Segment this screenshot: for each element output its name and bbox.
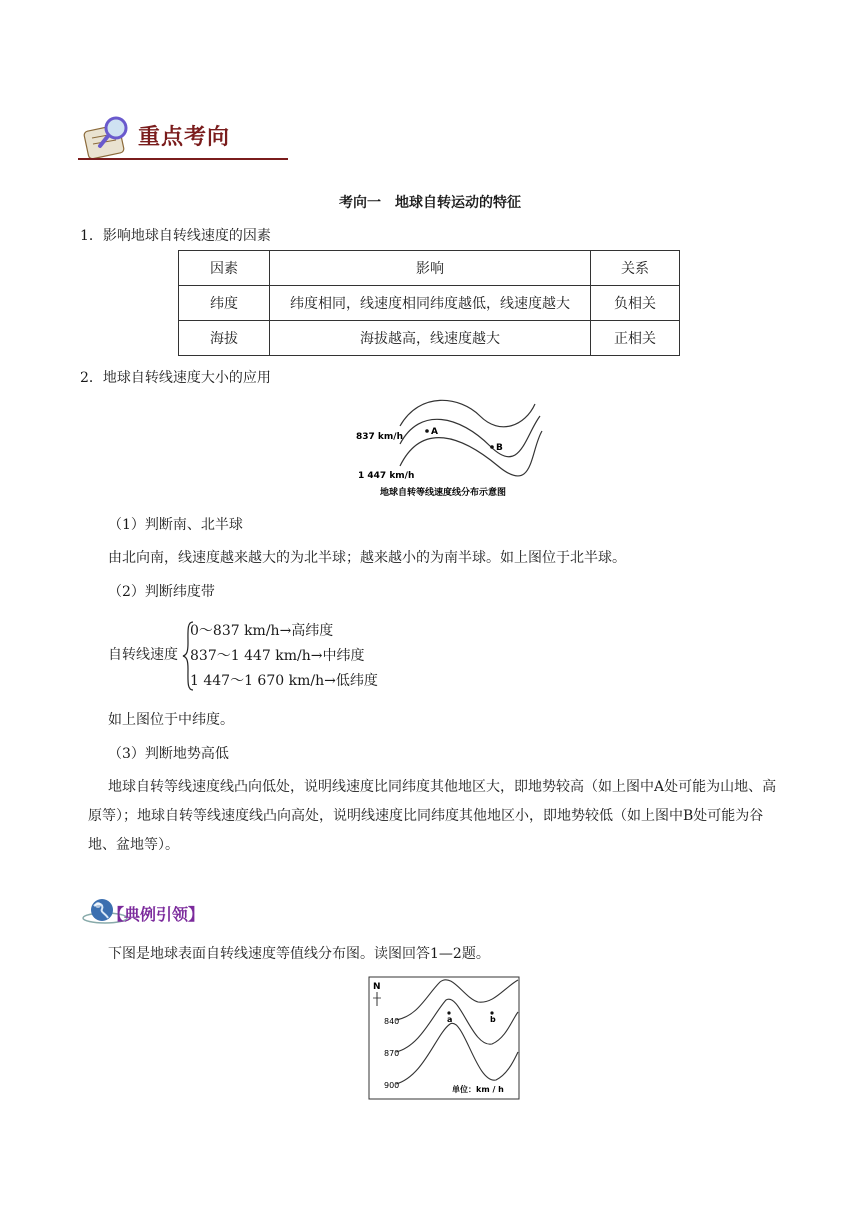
table-header-cell: 影响 <box>270 251 591 286</box>
part2-conclusion: 如上图位于中纬度。 <box>108 712 234 728</box>
example-intro: 下图是地球表面自转线速度等值线分布图。读图回答1—2题。 <box>108 946 490 962</box>
figure2-contour-map <box>368 976 520 1100</box>
header-underline <box>78 158 288 160</box>
part2-title: （2）判断纬度带 <box>108 584 215 600</box>
table-header-cell: 关系 <box>591 251 680 286</box>
table-cell: 纬度相同，线速度相同纬度越低，线速度越大 <box>270 286 591 321</box>
table-header-cell: 因素 <box>179 251 270 286</box>
table-row <box>179 321 680 356</box>
latitude-line-high: 0～837 km/h→高纬度 <box>190 623 334 639</box>
part1-title: （1）判断南、北半球 <box>108 517 243 533</box>
item1-heading: 1．影响地球自转线速度的因素 <box>80 228 271 244</box>
table-cell: 海拔 <box>179 321 270 356</box>
part3-text: 地球自转等线速度线凸向低处，说明线速度比同纬度其他地区大，即地势较高（如上图中A处可能为山地、高原等）；地球自转等线速度线凸向高处，说明线速度比同纬度其他地区小，即地势较低（如上图中B处可能为谷地、盆地等）。 <box>88 779 777 853</box>
table-cell: 纬度 <box>179 286 270 321</box>
figure2-point-b: b <box>490 1015 496 1024</box>
latitude-line-mid: 837～1 447 km/h→中纬度 <box>190 648 365 664</box>
table-cell: 负相关 <box>591 286 680 321</box>
contour-label-900: 900 <box>384 1081 400 1090</box>
magnifier-icon <box>83 118 126 159</box>
figure1-label-top: 837 km/h <box>356 432 403 442</box>
figure1-point-b: B <box>496 443 503 453</box>
figure1-caption: 地球自转等线速度线分布示意图 <box>380 488 507 498</box>
figure2-point-a: a <box>447 1015 453 1024</box>
figure1-diagram <box>350 396 550 500</box>
latitude-line-low: 1 447～1 670 km/h→低纬度 <box>190 673 378 689</box>
item2-heading: 2．地球自转线速度大小的应用 <box>80 370 271 386</box>
part3-title: （3）判断地势高低 <box>108 746 229 762</box>
example-title: 【典例引领】 <box>108 905 205 924</box>
header-title: 重点考向 <box>138 125 231 150</box>
brace-label: 自转线速度 <box>108 647 178 663</box>
table-cell: 海拔越高，线速度越大 <box>270 321 591 356</box>
section-title: 考向一 地球自转运动的特征 <box>339 195 521 211</box>
figure2-unit: 单位：km / h <box>452 1085 504 1094</box>
factor-table <box>178 250 680 356</box>
contour-label-870: 870 <box>384 1049 400 1058</box>
figure1-point-a: A <box>431 427 438 437</box>
part1-text: 由北向南，线速度越来越大的为北半球；越来越小的为南半球。如上图位于北半球。 <box>108 550 626 566</box>
contour-label-840: 840 <box>384 1017 400 1026</box>
north-label: N <box>373 982 381 992</box>
table-header-row <box>179 251 680 286</box>
figure1-label-bottom: 1 447 km/h <box>358 471 415 481</box>
table-cell: 正相关 <box>591 321 680 356</box>
table-row <box>179 286 680 321</box>
